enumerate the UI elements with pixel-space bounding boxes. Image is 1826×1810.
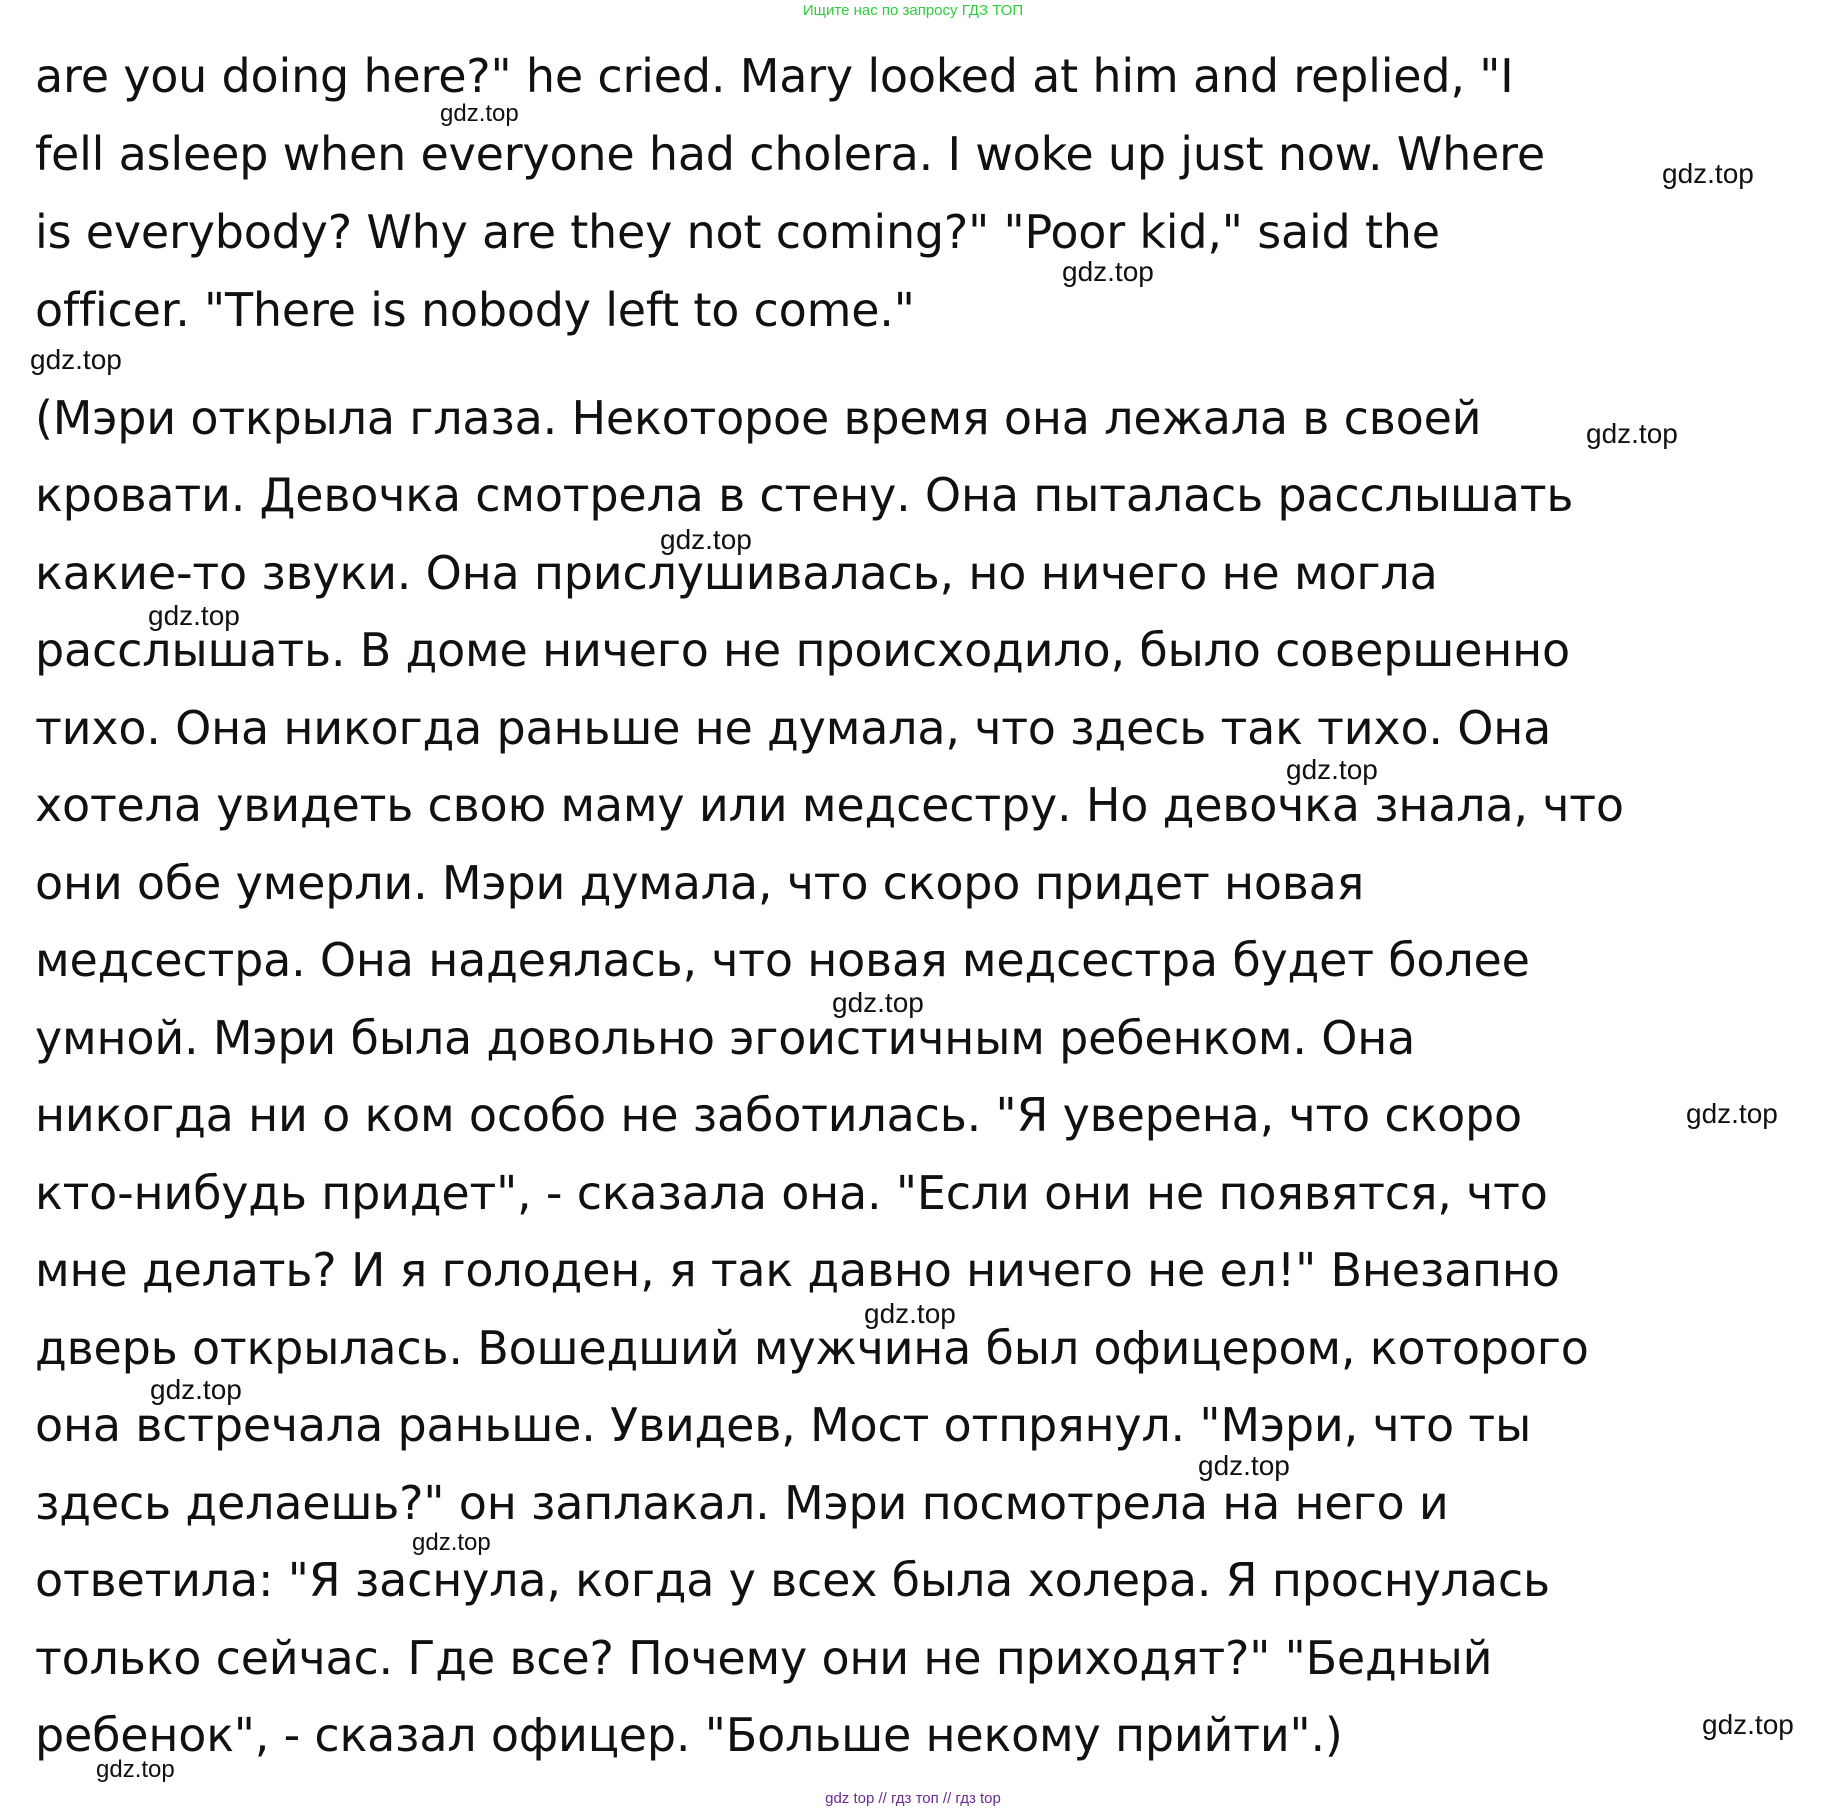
watermark: gdz.top: [1286, 754, 1378, 785]
text-line: хотела увидеть свою маму или медсестру. Но девочка знала, что: [35, 778, 1624, 832]
watermark: gdz.top: [1702, 1709, 1794, 1740]
text-line: are you doing here?" he cried. Mary looked at him and replied, "I: [35, 49, 1514, 103]
text-line: кто-нибудь придет", - сказала она. "Если они не появятся, что: [35, 1166, 1548, 1220]
watermark: gdz.top: [1586, 418, 1678, 449]
text-line: медсестра. Она надеялась, что новая медсестра будет более: [35, 933, 1530, 987]
text-line: тихо. Она никогда раньше не думала, что здесь так тихо. Она: [35, 701, 1552, 755]
watermark: gdz.top: [864, 1298, 956, 1329]
text-line: дверь открылась. Вошедший мужчина был офицером, которого: [35, 1321, 1589, 1375]
text-line: ответила: "Я заснула, когда у всех была холера. Я проснулась: [35, 1553, 1550, 1607]
text-line: fell asleep when everyone had cholera. I woke up just now. Where: [35, 127, 1545, 181]
text-line: умной. Мэри была довольно эгоистичным ребенком. Она: [35, 1011, 1416, 1065]
text-line: они обе умерли. Мэри думала, что скоро придет новая: [35, 856, 1365, 910]
text-line: она встречала раньше. Увидев, Мост отпрянул. "Мэри, что ты: [35, 1398, 1532, 1452]
text-line: какие-то звуки. Она прислушивалась, но ничего не могла: [35, 546, 1438, 600]
text-line: ребенок", - сказал офицер. "Больше некому прийти".): [35, 1708, 1343, 1762]
text-line: только сейчас. Где все? Почему они не приходят?" "Бедный: [35, 1631, 1493, 1685]
watermark: gdz.top: [832, 987, 924, 1018]
watermark: gdz.top: [150, 1374, 242, 1405]
watermark: gdz.top: [1686, 1098, 1778, 1129]
watermark: gdz.top: [96, 1756, 175, 1783]
text-line: кровати. Девочка смотрела в стену. Она пыталась расслышать: [35, 468, 1574, 522]
text-line: расслышать. В доме ничего не происходило, было совершенно: [35, 623, 1570, 677]
text-line: officer. "There is nobody left to come.": [35, 283, 915, 337]
footer-links: gdz top // гдз топ // гдз top: [825, 1790, 1001, 1807]
text-line: здесь делаешь?" он заплакал. Мэри посмотрела на него и: [35, 1476, 1449, 1530]
watermark: gdz.top: [30, 344, 122, 375]
watermark: gdz.top: [148, 600, 240, 631]
watermark: gdz.top: [1198, 1450, 1290, 1481]
watermark: gdz.top: [440, 100, 519, 127]
watermark: gdz.top: [412, 1529, 491, 1556]
top-banner: Ищите нас по запросу ГДЗ ТОП: [802, 2, 1024, 19]
watermark: gdz.top: [1062, 256, 1154, 287]
watermark: gdz.top: [660, 524, 752, 555]
text-line: мне делать? И я голоден, я так давно ничего не ел!" Внезапно: [35, 1243, 1560, 1297]
text-line: никогда ни о ком особо не заботилась. "Я уверена, что скоро: [35, 1088, 1522, 1142]
text-line: is everybody? Why are they not coming?" "Poor kid," said the: [35, 205, 1440, 259]
text-line: (Мэри открыла глаза. Некоторое время она лежала в своей: [35, 391, 1482, 445]
watermark: gdz.top: [1662, 158, 1754, 189]
